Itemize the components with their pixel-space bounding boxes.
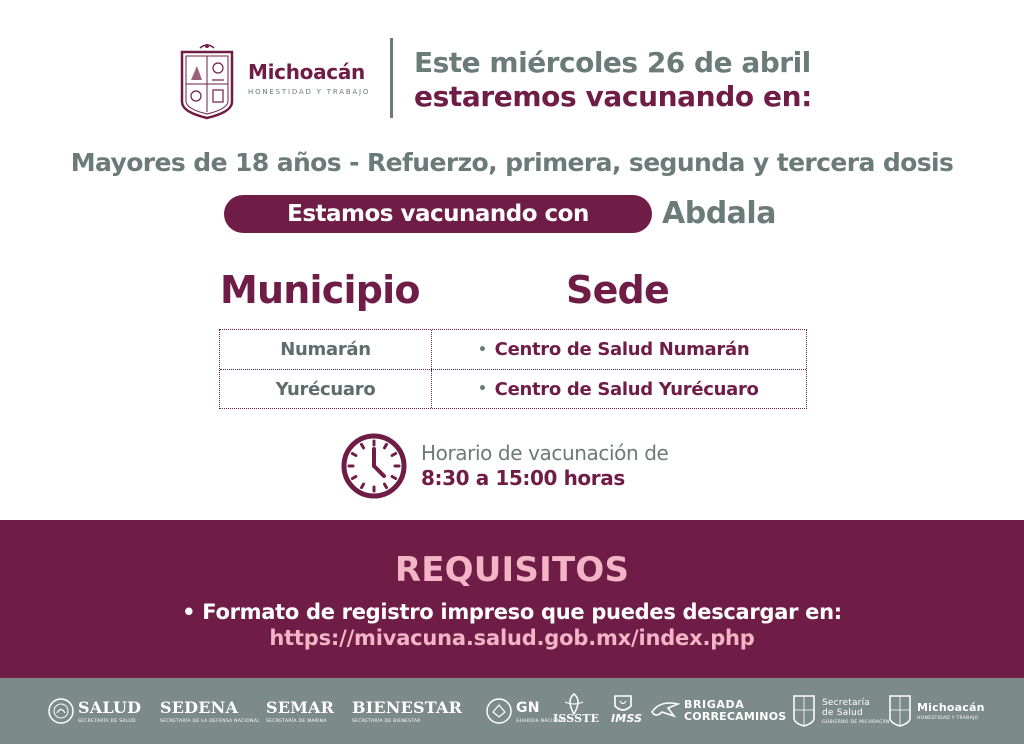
requirements-section bbox=[0, 520, 1024, 678]
michoacan-shield-small-icon bbox=[792, 692, 816, 728]
schedule-label: Horario de vacunación de bbox=[421, 441, 669, 465]
imss-label: IMSS bbox=[611, 712, 643, 725]
sede-name: Centro de Salud Yurécuaro bbox=[494, 378, 759, 400]
issste-label: ISSSTE bbox=[553, 712, 600, 725]
brand-name: Michoacán bbox=[248, 60, 365, 84]
correcaminos-label: CORRECAMINOS bbox=[684, 710, 787, 723]
clock-icon bbox=[340, 432, 408, 500]
de-salud-label: de Salud bbox=[822, 707, 863, 718]
sede-name: Centro de Salud Numarán bbox=[494, 339, 750, 360]
sedena-sub: SECRETARÍA DE LA DEFENSA NACIONAL bbox=[160, 718, 260, 724]
header-date: Este miércoles 26 de abril bbox=[414, 46, 811, 79]
gn-label: GN bbox=[516, 699, 540, 716]
municipio-cell: Numarán bbox=[220, 330, 432, 369]
municipio-cell: Yurécuaro bbox=[220, 370, 432, 408]
gn-sub: GUARDIA NACIONAL bbox=[516, 718, 567, 724]
michoacan-shield-footer-icon bbox=[888, 692, 912, 728]
brigada-logo bbox=[684, 678, 786, 744]
brand-wordmark bbox=[248, 60, 370, 96]
requirements-title: REQUISITOS bbox=[394, 550, 630, 590]
header-divider bbox=[390, 38, 393, 118]
brigada-label: BRIGADA bbox=[684, 698, 745, 711]
header-announcement: estaremos vacunando en: bbox=[414, 80, 812, 113]
salud-label: SALUD bbox=[78, 697, 142, 717]
requirements-url[interactable]: https://mivacuna.salud.gob.mx/index.php bbox=[269, 626, 755, 650]
sede-cell bbox=[432, 330, 806, 369]
michoacan-footer-logo bbox=[917, 678, 985, 744]
michoacan-footer-sub: HONESTIDAD Y TRABAJO bbox=[917, 715, 979, 721]
locations-table bbox=[219, 329, 807, 409]
requirements-item: • Formato de registro impreso que puedes descargar en: bbox=[182, 600, 842, 624]
sede-cell bbox=[432, 370, 806, 408]
table-row bbox=[220, 369, 806, 408]
bienestar-sub: SECRETARÍA DE BIENESTAR bbox=[352, 718, 421, 724]
semar-logo bbox=[266, 678, 334, 744]
sedena-logo bbox=[160, 678, 260, 744]
michoacan-footer-label: Michoacán bbox=[917, 700, 985, 714]
audience-text: Mayores de 18 años - Refuerzo, primera, segunda y tercera dosis bbox=[70, 148, 954, 177]
bullet-icon: • bbox=[478, 341, 487, 358]
table-row bbox=[220, 330, 806, 369]
secretaria-sub: GOBIERNO DE MICHOACÁN bbox=[822, 719, 890, 725]
semar-sub: SECRETARÍA DE MARINA bbox=[266, 718, 327, 724]
secretaria-salud-logo bbox=[822, 678, 890, 744]
brand-motto: HONESTIDAD Y TRABAJO bbox=[248, 88, 371, 96]
footer-logos bbox=[0, 678, 1024, 744]
roadrunner-icon bbox=[650, 698, 680, 724]
municipio-heading: Municipio bbox=[220, 268, 420, 312]
semar-label: SEMAR bbox=[266, 697, 335, 717]
issste-logo bbox=[553, 694, 599, 744]
vaccine-pill: Estamos vacunando con bbox=[224, 195, 652, 233]
sede-heading: Sede bbox=[566, 268, 669, 312]
salud-sub: SECRETARÍA DE SALUD bbox=[78, 718, 136, 724]
salud-logo bbox=[78, 678, 141, 744]
bienestar-logo bbox=[352, 678, 462, 744]
mexico-seal-icon bbox=[48, 698, 74, 724]
bullet-icon: • bbox=[478, 381, 487, 397]
sedena-label: SEDENA bbox=[160, 697, 239, 717]
secretaria-label: Secretaría bbox=[822, 697, 870, 708]
gn-seal-icon bbox=[486, 698, 512, 724]
bienestar-label: BIENESTAR bbox=[352, 697, 463, 717]
schedule-hours: 8:30 a 15:00 horas bbox=[421, 466, 625, 490]
vaccine-name: Abdala bbox=[662, 196, 776, 231]
imss-logo bbox=[611, 694, 642, 744]
michoacan-shield-icon bbox=[178, 40, 236, 120]
